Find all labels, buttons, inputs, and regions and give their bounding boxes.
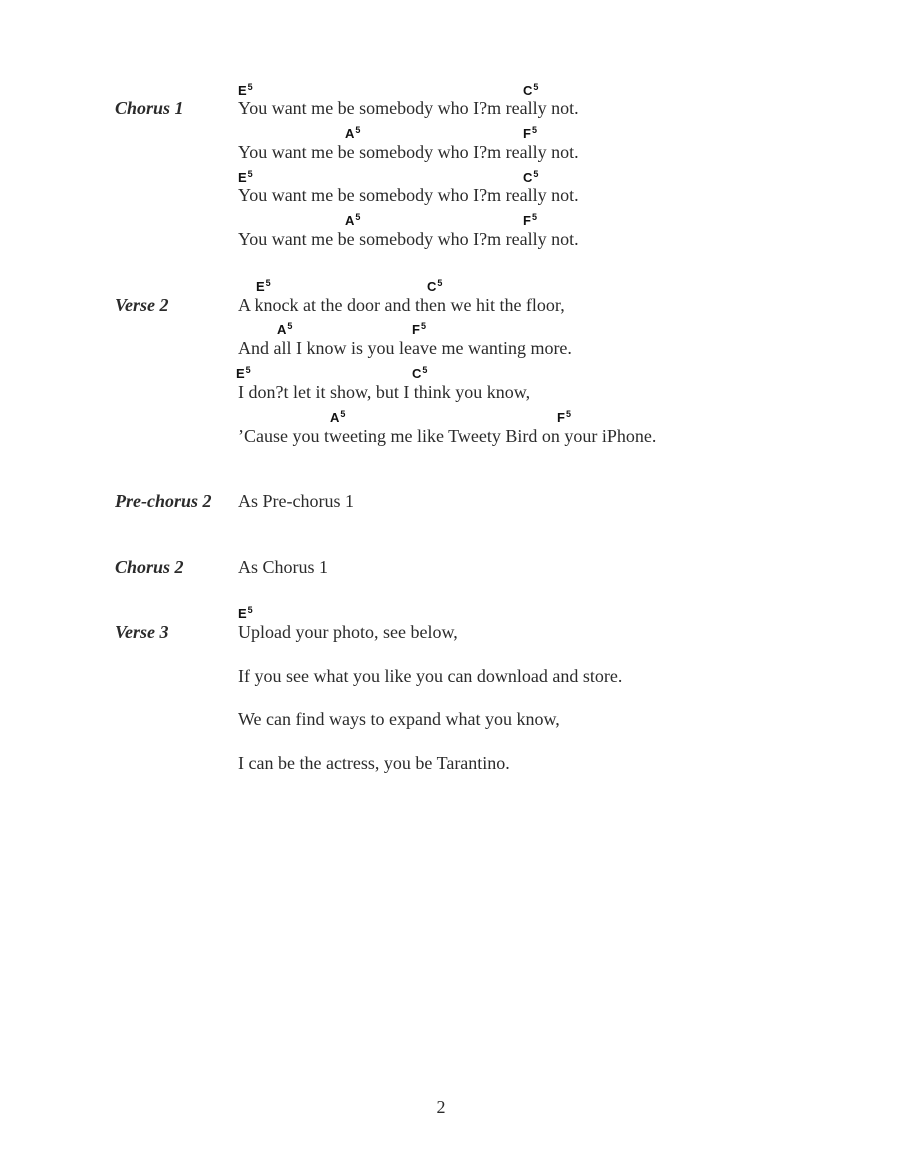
lyric-line: A knock at the door and then we hit the floor, [238, 295, 565, 315]
section-label-verse-2: Verse 2 [115, 295, 169, 315]
chord: $F^5$ [557, 409, 571, 425]
chord: $E^5$ [256, 278, 271, 294]
lyric-line: And all I know is you leave me wanting more. [238, 338, 572, 358]
lyric-line: You want me be somebody who I?m really not. [238, 142, 579, 162]
section-label-verse-3: Verse 3 [115, 622, 169, 642]
chord: $F^5$ [523, 125, 537, 141]
lyric-line: I can be the actress, you be Tarantino. [238, 753, 510, 773]
chord: $F^5$ [523, 212, 537, 228]
lyric-line: You want me be somebody who I?m really not. [238, 185, 579, 205]
chord: $C^5$ [523, 82, 539, 98]
lyric-line: ’Cause you tweeting me like Tweety Bird on your iPhone. [238, 426, 657, 446]
chord: $E^5$ [238, 605, 253, 621]
chord: $A^5$ [345, 212, 361, 228]
section-instruction: As Chorus 1 [238, 557, 329, 577]
chord: $C^5$ [412, 365, 428, 381]
section-label-pre-chorus-2: Pre-chorus 2 [115, 491, 212, 511]
chord: $C^5$ [523, 169, 539, 185]
chord: $E^5$ [238, 82, 253, 98]
section-label-chorus-1: Chorus 1 [115, 98, 184, 118]
lyric-line: You want me be somebody who I?m really not. [238, 98, 579, 118]
chord: $C^5$ [427, 278, 443, 294]
chord: $F^5$ [412, 321, 426, 337]
lyric-line: We can find ways to expand what you know, [238, 709, 560, 729]
chord: $A^5$ [330, 409, 346, 425]
chord: $E^5$ [236, 365, 251, 381]
lyric-line: I don?t let it show, but I think you know, [238, 382, 531, 402]
section-label-chorus-2: Chorus 2 [115, 557, 184, 577]
lyric-line: If you see what you like you can download and store. [238, 666, 623, 686]
section-instruction: As Pre-chorus 1 [238, 491, 354, 511]
lyric-line: You want me be somebody who I?m really not. [238, 229, 579, 249]
page-number: 2 [436, 1097, 446, 1117]
chord: $A^5$ [277, 321, 293, 337]
chord: $A^5$ [345, 125, 361, 141]
lyric-line: Upload your photo, see below, [238, 622, 458, 642]
chord: $E^5$ [238, 169, 253, 185]
